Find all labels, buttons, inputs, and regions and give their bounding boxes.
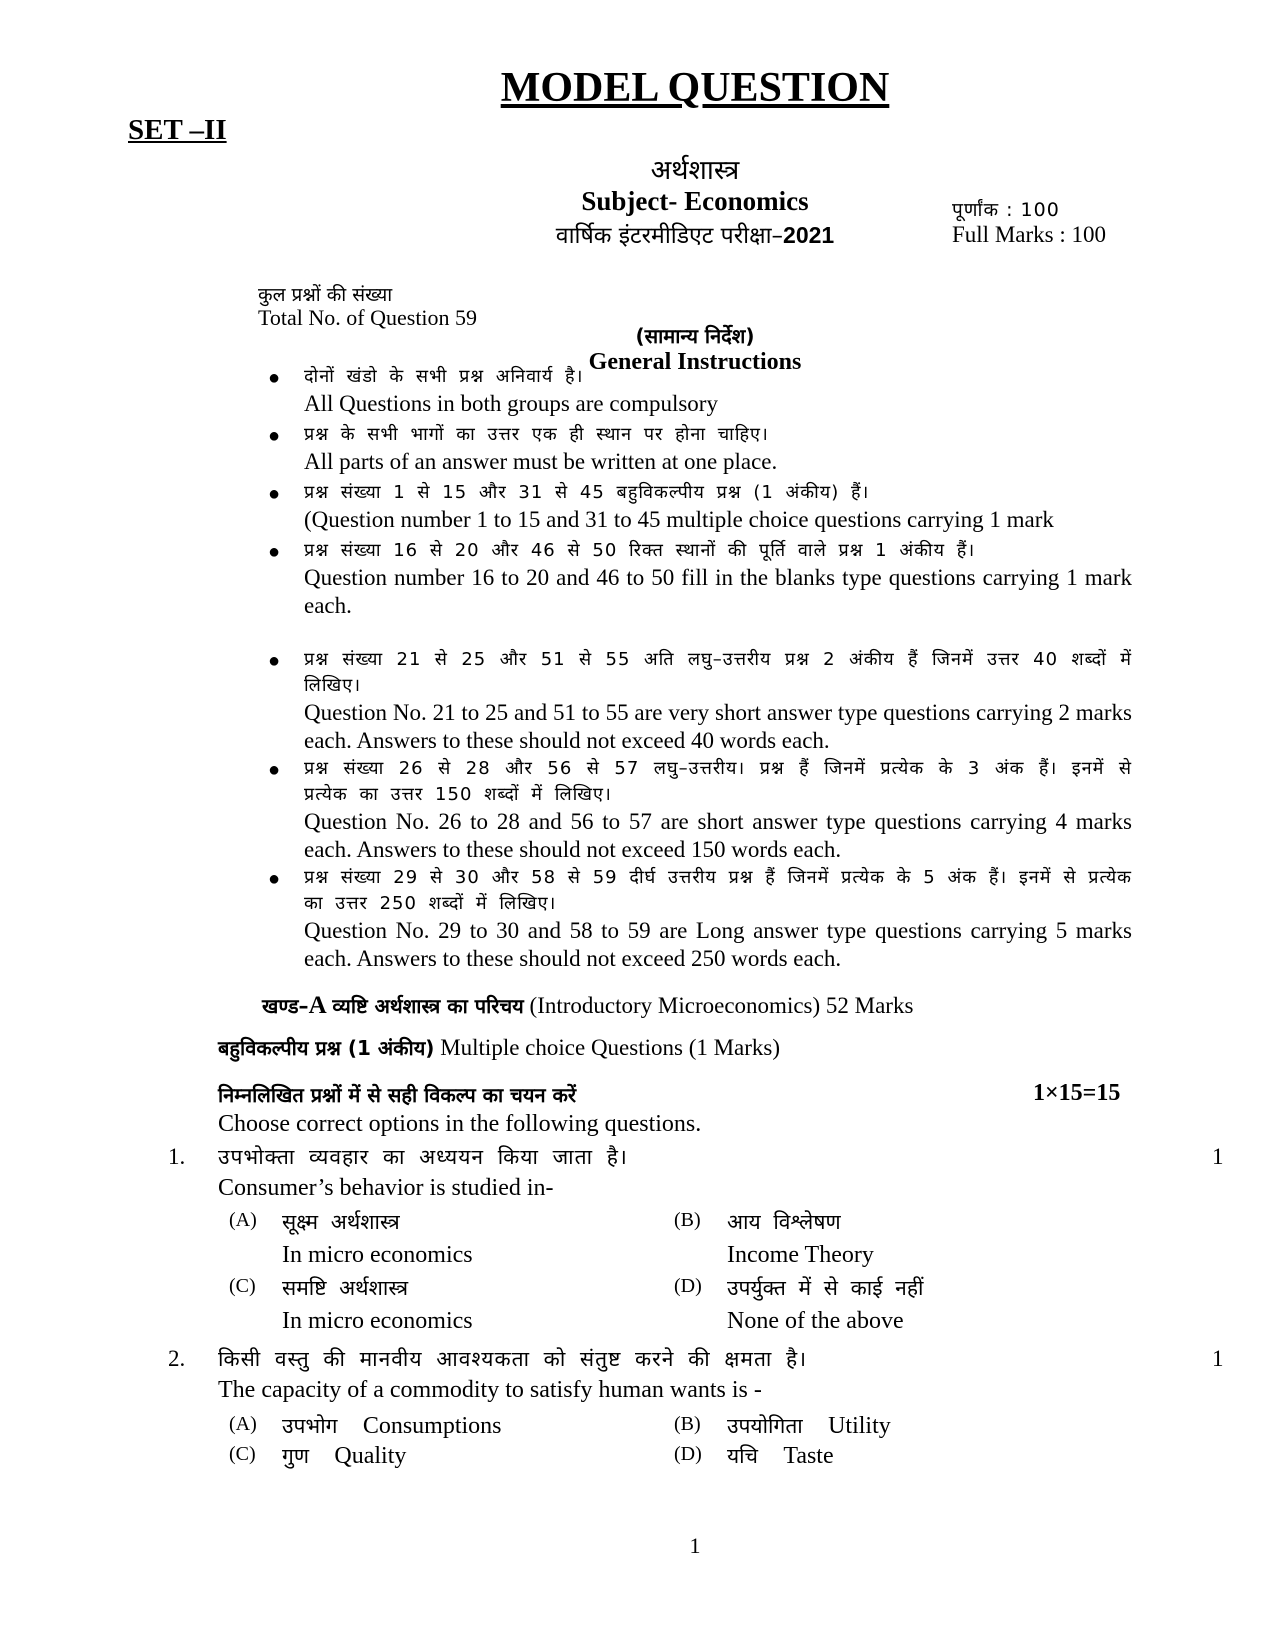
question-hindi: उपभोक्ता व्यवहार का अध्ययन किया जाता है। — [218, 1145, 628, 1169]
section-khand: खण्ड– — [262, 994, 309, 1018]
question-english: The capacity of a commodity to satisfy human wants is - — [218, 1377, 762, 1403]
mcq-heading-hindi: बहुविकल्पीय प्रश्न (1 अंकीय) — [218, 1036, 435, 1060]
bullet-icon: ● — [268, 367, 281, 389]
instruction-hindi: प्रश्न संख्या 21 से 25 और 51 से 55 अति लघु–उत्तरीय प्रश्न 2 अंकीय हैं जिनमें उत्तर 40 शब्दों में लिखिए। — [304, 649, 1133, 696]
option-letter: (C) — [229, 1443, 256, 1465]
option-hindi: उपयोगिता — [727, 1414, 803, 1438]
subject-hindi: अर्थशास्त्र — [650, 155, 740, 186]
set-label: SET –II — [128, 114, 227, 146]
bullet-icon: ● — [268, 759, 281, 781]
subject-english: Subject- Economics — [581, 186, 809, 216]
question-marks: 1 — [1212, 1144, 1224, 1169]
question-number: 1. — [168, 1144, 186, 1169]
mcq-heading — [218, 1034, 780, 1061]
instruction-english: All Questions in both groups are compulsory — [304, 391, 718, 416]
instruction-hindi: प्रश्न संख्या 16 से 20 और 46 से 50 रिक्त स्थानों की पूर्ति वाले प्रश्न 1 अंकीय हैं। — [304, 540, 976, 561]
section-name-hindi: व्यष्टि अर्थशास्त्र का परिचय — [332, 994, 524, 1018]
instruction-english: Question No. 29 to 30 and 58 to 59 are Long answer type questions carrying 5 marks each. Answers to these should not exceed 250 words each. — [304, 918, 1132, 971]
option-item — [727, 1412, 891, 1440]
instruction-english: (Question number 1 to 15 and 31 to 45 multiple choice questions carrying 1 mark — [304, 507, 1054, 532]
choose-heading-hindi — [218, 1081, 576, 1108]
exam-name-hindi: वार्षिक इंटरमीडिएट परीक्षा– — [555, 223, 784, 249]
instruction-item — [304, 865, 1132, 973]
option-letter: (B) — [674, 1209, 701, 1231]
option-item — [282, 1442, 406, 1470]
choose-heading-english: Choose correct options in the following questions. — [218, 1111, 702, 1137]
instruction-item — [304, 364, 1132, 418]
instruction-english: All parts of an answer must be written at one place. — [304, 449, 778, 474]
bullet-icon: ● — [268, 541, 281, 563]
instruction-hindi: प्रश्न संख्या 1 से 15 और 31 से 45 बहुविकल्पीय प्रश्न (1 अंकीय) हैं। — [304, 482, 870, 503]
bullet-icon: ● — [268, 483, 281, 505]
bullet-icon: ● — [268, 425, 281, 447]
option-hindi: आय विश्लेषण — [727, 1210, 841, 1234]
question-number: 2. — [168, 1346, 186, 1371]
exam-year: 2021 — [783, 222, 835, 248]
instruction-hindi: प्रश्न संख्या 29 से 30 और 58 से 59 दीर्घ उत्तरीय प्रश्न हैं जिनमें प्रत्येक के 5 अंक हैं। इनमें से प्रत्येक का उत्तर 250 शब्दों में लिखिए। — [304, 867, 1132, 914]
question-hindi: किसी वस्तु की मानवीय आवश्यकता को संतुष्ट करने की क्षमता है। — [218, 1347, 808, 1371]
option-letter: (C) — [229, 1275, 256, 1297]
bullet-icon: ● — [268, 868, 281, 890]
choose-heading-hindi-text: निम्नलिखित प्रश्नों में से सही विकल्प का चयन करें — [218, 1083, 577, 1107]
instruction-english: Question No. 21 to 25 and 51 to 55 are very short answer type questions carrying 2 marks each. Answers to these should not exceed 40 words each. — [304, 700, 1132, 753]
option-letter: (D) — [674, 1275, 702, 1297]
page-number: 1 — [689, 1533, 701, 1558]
total-questions-hindi: कुल प्रश्नों की संख्या — [258, 284, 393, 306]
option-hindi: उपभोग — [282, 1414, 338, 1438]
option-hindi: सूक्ष्म अर्थशास्त्र — [282, 1210, 400, 1234]
instruction-hindi: प्रश्न संख्या 26 से 28 और 56 से 57 लघु–उत्तरीय। प्रश्न हैं जिनमें प्रत्येक के 3 अंक हैं। इनमें से प्रत्येक का उत्तर 150 शब्दों में लिखिए। — [304, 758, 1132, 805]
option-english: Consumptions — [362, 1413, 502, 1439]
option-letter: (A) — [229, 1209, 257, 1231]
option-english: None of the above — [727, 1308, 904, 1334]
question-english: Consumer’s behavior is studied in- — [218, 1175, 554, 1201]
option-letter: (B) — [674, 1413, 701, 1435]
option-english: In micro economics — [282, 1242, 473, 1268]
question-marks: 1 — [1212, 1346, 1224, 1371]
option-hindi: यचि — [727, 1444, 758, 1468]
section-letter: A — [308, 992, 327, 1019]
option-english: Utility — [828, 1413, 891, 1439]
instruction-item — [304, 538, 1132, 620]
instruction-item — [304, 422, 1132, 476]
instruction-hindi: प्रश्न के सभी भागों का उत्तर एक ही स्थान पर होना चाहिए। — [304, 424, 769, 445]
mcq-heading-english: Multiple choice Questions (1 Marks) — [440, 1035, 781, 1060]
instruction-item — [304, 756, 1132, 864]
instruction-english: Question No. 26 to 28 and 56 to 57 are short answer type questions carrying 4 marks each. Answers to these should not exceed 150 words each. — [304, 809, 1132, 862]
instruction-hindi: दोनों खंडो के सभी प्रश्न अनिवार्य है। — [304, 366, 584, 387]
option-english: Income Theory — [727, 1242, 874, 1268]
instructions-heading-hindi: (सामान्य निर्देश) — [635, 324, 755, 348]
option-english: Quality — [334, 1443, 407, 1469]
section-heading — [262, 992, 913, 1020]
option-item — [282, 1412, 502, 1440]
bullet-icon: ● — [268, 650, 281, 672]
page-title: MODEL QUESTION — [500, 65, 890, 111]
choose-marks: 1×15=15 — [1033, 1080, 1121, 1106]
full-marks-english: Full Marks : 100 — [952, 222, 1106, 247]
full-marks-hindi: पूर्णांक : 100 — [952, 199, 1060, 221]
option-hindi: समष्टि अर्थशास्त्र — [282, 1276, 409, 1300]
option-letter: (D) — [674, 1443, 702, 1465]
option-hindi: उपर्युक्त में से काई नहीं — [727, 1276, 924, 1300]
section-name-english: (Introductory Microeconomics) 52 Marks — [529, 993, 914, 1018]
total-questions-english: Total No. of Question 59 — [258, 305, 478, 330]
option-hindi: गुण — [282, 1444, 310, 1468]
option-item — [727, 1442, 834, 1470]
option-english: In micro economics — [282, 1308, 473, 1334]
instruction-english: Question number 16 to 20 and 46 to 50 fill in the blanks type questions carrying 1 mark each. — [304, 565, 1132, 618]
instruction-item — [304, 480, 1132, 534]
instructions-heading-english: General Instructions — [588, 349, 802, 375]
option-english: Taste — [783, 1443, 834, 1469]
option-letter: (A) — [229, 1413, 257, 1435]
instruction-item — [304, 647, 1132, 755]
